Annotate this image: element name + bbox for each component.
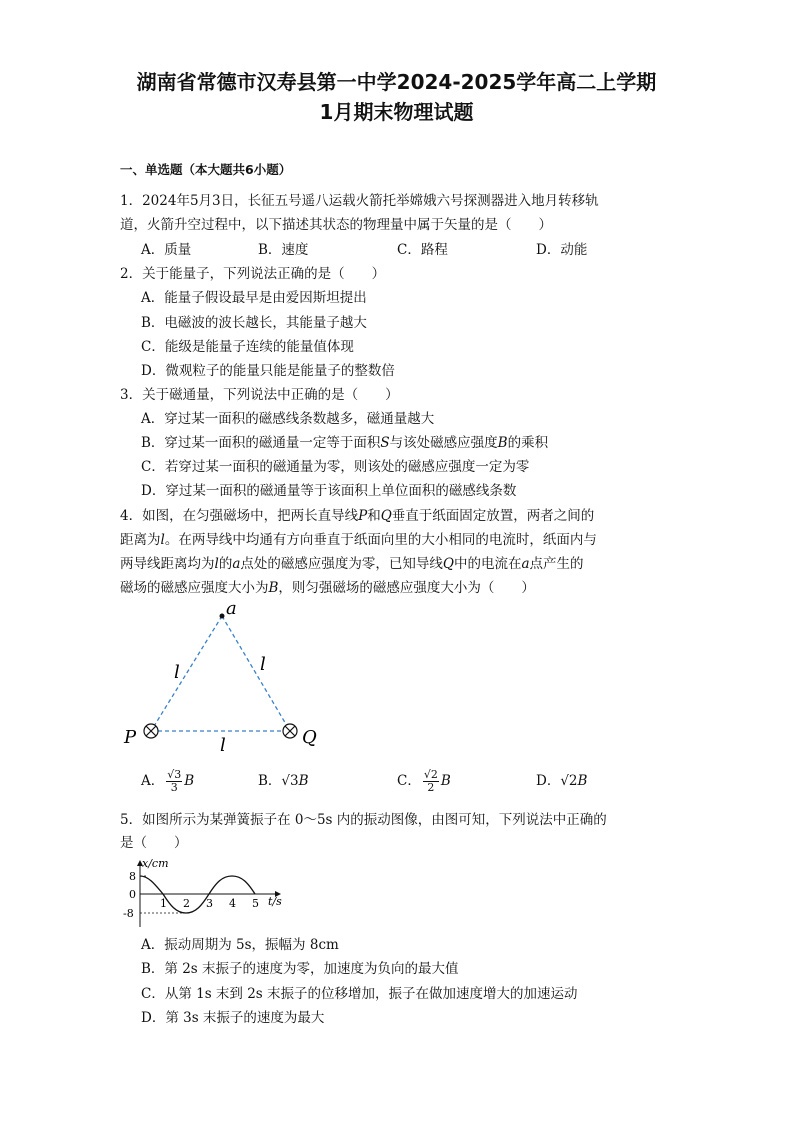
q5-option-b: B．第 2s 末振子的速度为零，加速度为负向的最大值 [141, 961, 459, 977]
x-tick-1: 1 [160, 897, 167, 910]
q2-option-d: D．微观粒子的能量只能是能量子的整数倍 [141, 363, 395, 379]
label-l-left: l [174, 662, 180, 683]
q3-option-b-post: 的乘积 [507, 435, 549, 451]
q1-option-d: D．动能 [536, 242, 588, 258]
var-b: B [184, 773, 195, 789]
q4-option-a [141, 768, 194, 794]
q1-stem-line1: 1．2024年5月3日，长征五号遥八运载火箭托举嫦娥六号探测器进入地月转移轨 [120, 193, 599, 209]
q4-stem-line3 [120, 554, 584, 574]
frac-den: 2 [427, 781, 435, 794]
x-tick-2: 2 [183, 897, 190, 910]
q4-text: 点产生的 [529, 556, 584, 572]
x-tick-4: 4 [229, 897, 236, 910]
x-tick-5: 5 [252, 897, 259, 910]
q3-option-a: A．穿过某一面积的磁感线条数越多，磁通量越大 [141, 411, 435, 427]
y-tick-neg8: -8 [123, 907, 134, 920]
q5-stem-line1: 5．如图所示为某弹簧振子在 0～5s 内的振动图像，由图可知，下列说法中正确的 [120, 812, 607, 828]
q1-option-b: B．速度 [258, 242, 309, 258]
q4-text: 。在两导线中均通有方向垂直于纸面向里的大小相同的电流时，纸面内与 [164, 532, 597, 548]
q2-stem: 2．关于能量子，下列说法正确的是（ ） [120, 266, 386, 282]
section-heading: 一、单选题（本大题共6小题） [120, 162, 292, 177]
fraction [423, 769, 439, 794]
q4-text: 距离为 [120, 532, 161, 548]
q1-stem-line2: 道，火箭升空过程中，以下描述其状态的物理量中属于矢量的是（ ） [120, 217, 552, 233]
x-tick-3: 3 [206, 897, 213, 910]
var-s: S [380, 435, 390, 451]
side-pa [151, 616, 222, 731]
var-q: Q [442, 556, 454, 572]
q4-text: 两导线距离均为 [120, 556, 215, 572]
option-label: C． [397, 773, 421, 789]
option-label: A． [141, 773, 165, 789]
q5-stem-line2: 是（ ） [120, 835, 188, 851]
q2-option-b: B．电磁波的波长越长，其能量子越大 [141, 315, 367, 331]
wire-p-icon [144, 724, 158, 738]
frac-den: 3 [170, 781, 178, 794]
label-p: P [124, 727, 137, 748]
q5-vibration-graph [118, 855, 288, 935]
label-l-bottom: l [220, 735, 226, 756]
sqrt-value: √2 [560, 773, 578, 789]
q2-option-a: A．能量子假设最早是由爱因斯坦提出 [141, 290, 367, 306]
var-b: B [497, 435, 508, 451]
var-b: B [440, 773, 451, 789]
q5-option-a: A．振动周期为 5s，振幅为 8cm [141, 937, 339, 953]
label-l-right: l [260, 654, 266, 675]
var-a: a [521, 556, 530, 572]
q4-stem-line1 [120, 506, 594, 526]
q4-text: 和 [367, 508, 381, 524]
q4-option-c [397, 768, 451, 794]
q3-option-b-pre: B．穿过某一面积的磁通量一定等于面积 [141, 435, 381, 451]
var-b: B [268, 580, 279, 596]
q3-option-c: C．若穿过某一面积的磁通量为零，则该处的磁感应强度一定为零 [141, 459, 530, 475]
q4-text: 垂直于纸面固定放置，两者之间的 [391, 508, 595, 524]
q4-text: 4．如图，在匀强磁场中，把两长直导线 [120, 508, 359, 524]
wire-q-icon [283, 724, 297, 738]
var-p: P [358, 508, 368, 524]
sqrt-value: √3 [281, 773, 299, 789]
point-a [220, 614, 225, 619]
q4-option-d [536, 771, 587, 791]
q3-stem: 3．关于磁通量，下列说法中正确的是（ ） [120, 387, 399, 403]
q4-stem-line4 [120, 578, 535, 598]
var-q: Q [380, 508, 392, 524]
q4-stem-line2 [120, 530, 597, 550]
q5-option-c: C．从第 1s 末到 2s 末振子的位移增加，振子在做加速度增大的加速运动 [141, 986, 578, 1002]
exam-title-line2: 1月期末物理试题 [319, 100, 474, 124]
label-q: Q [302, 727, 317, 748]
q4-text: 点处的磁感应强度为零，已知导线 [240, 556, 443, 572]
option-label: D． [536, 773, 561, 789]
q3-option-d: D．穿过某一面积的磁通量等于该面积上单位面积的磁感线条数 [141, 483, 517, 499]
var-l: l [160, 532, 165, 548]
frac-num: √3 [167, 768, 182, 781]
var-b: B [298, 773, 309, 789]
fraction [166, 769, 182, 794]
y-axis-label: x/cm [142, 857, 169, 870]
q3-option-b-mid: 与该处磁感应强度 [389, 435, 498, 451]
q3-option-b [141, 433, 548, 453]
q4-text: 磁场的磁感应强度大小为 [120, 580, 269, 596]
q4-text: ，则匀强磁场的磁感应强度大小为（ ） [278, 580, 535, 596]
label-a: a [226, 598, 237, 619]
x-axis-label: t/s [268, 895, 282, 908]
q4-triangle-figure [118, 598, 328, 758]
side-qa [222, 616, 290, 731]
y-tick-0: 0 [129, 888, 136, 901]
q4-text: 中的电流在 [453, 556, 522, 572]
exam-title-line1: 湖南省常德市汉寿县第一中学2024-2025学年高二上学期 [136, 70, 657, 94]
q1-option-a: A．质量 [141, 242, 192, 258]
y-tick-8: 8 [129, 870, 136, 883]
var-b: B [577, 773, 588, 789]
q4-option-b [258, 771, 309, 791]
frac-num: √2 [423, 768, 438, 781]
q2-option-c: C．能级是能量子连续的能量值体现 [141, 339, 354, 355]
q1-option-c: C．路程 [397, 242, 448, 258]
var-a: a [232, 556, 241, 572]
option-label: B． [258, 773, 282, 789]
q5-option-d: D．第 3s 末振子的速度为最大 [141, 1010, 325, 1026]
var-l: l [214, 556, 219, 572]
q4-text: 的 [218, 556, 233, 572]
